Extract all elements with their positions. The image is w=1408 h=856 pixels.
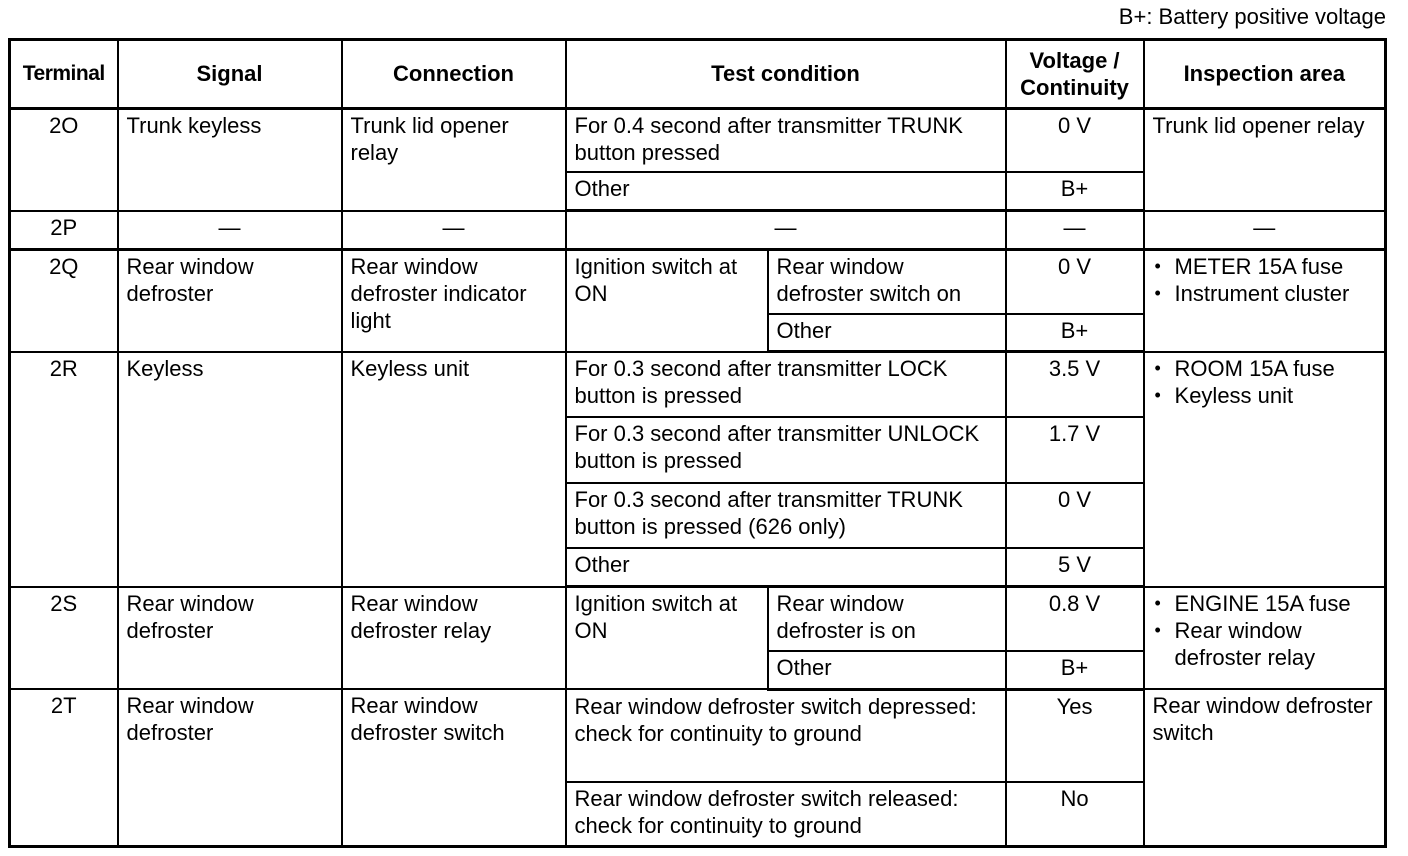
inspection-2Q: [1144, 249, 1386, 352]
connection-2R: Keyless unit: [342, 352, 566, 587]
inspection-2R: [1144, 352, 1386, 587]
header-voltage-line2: Continuity: [1020, 74, 1129, 100]
inspection-2T: Rear window defroster switch: [1144, 689, 1386, 846]
header-row: [10, 40, 1386, 109]
terminal-2O: 2O: [10, 108, 118, 211]
value-2O-1: 0 V: [1006, 108, 1144, 172]
connection-2S: Rear window defroster relay: [342, 587, 566, 690]
header-inspection-area: Inspection area: [1144, 40, 1386, 109]
inspection-2R-item: • Keyless unit: [1153, 382, 1377, 409]
condition-2S-main: Ignition switch at ON: [566, 587, 768, 690]
inspection-2R-item: • ROOM 15A fuse: [1153, 355, 1377, 382]
connection-2P: —: [342, 211, 566, 249]
condition-2Q-main: Ignition switch at ON: [566, 249, 768, 352]
condition-2S-2: Other: [768, 651, 1006, 689]
value-2T-2: No: [1006, 782, 1144, 847]
table-row: [10, 352, 1386, 417]
condition-2R-4: Other: [566, 548, 1006, 586]
inspection-2S-item: • Rear window defroster relay: [1153, 617, 1377, 671]
table-row: [10, 249, 1386, 313]
value-2S-2: B+: [1006, 651, 1144, 689]
header-voltage-line1: Voltage /: [1029, 47, 1120, 73]
terminal-2Q: 2Q: [10, 249, 118, 352]
terminal-2P: 2P: [10, 211, 118, 249]
signal-2O: Trunk keyless: [118, 108, 342, 211]
condition-2R-3: For 0.3 second after transmitter TRUNK button is pressed (626 only): [566, 483, 1006, 548]
value-2O-2: B+: [1006, 172, 1144, 210]
value-2R-3: 0 V: [1006, 483, 1144, 548]
condition-2Q-1: Rear window defroster switch on: [768, 249, 1006, 313]
inspection-2Q-item: • Instrument cluster: [1153, 280, 1377, 307]
header-terminal: Terminal: [10, 40, 118, 109]
value-2P: —: [1006, 211, 1144, 249]
header-test-condition: Test condition: [566, 40, 1006, 109]
table-row: [10, 211, 1386, 249]
inspection-2Q-item: • METER 15A fuse: [1153, 253, 1377, 280]
condition-2R-1: For 0.3 second after transmitter LOCK button is pressed: [566, 352, 1006, 417]
value-2R-2: 1.7 V: [1006, 417, 1144, 482]
condition-2R-2: For 0.3 second after transmitter UNLOCK button is pressed: [566, 417, 1006, 482]
value-2Q-2: B+: [1006, 314, 1144, 352]
value-2S-1: 0.8 V: [1006, 587, 1144, 651]
table-row: [10, 689, 1386, 782]
inspection-2O: Trunk lid opener relay: [1144, 108, 1386, 211]
inspection-2S-item: • ENGINE 15A fuse: [1153, 590, 1377, 617]
condition-2P: —: [566, 211, 1006, 249]
terminal-2R: 2R: [10, 352, 118, 587]
header-voltage-continuity: [1006, 40, 1144, 109]
signal-2S: Rear window defroster: [118, 587, 342, 690]
battery-voltage-note: B+: Battery positive voltage: [1118, 4, 1386, 29]
value-2Q-1: 0 V: [1006, 249, 1144, 313]
header-signal: Signal: [118, 40, 342, 109]
connection-2O: Trunk lid opener relay: [342, 108, 566, 211]
terminal-2S: 2S: [10, 587, 118, 690]
table-row: [10, 587, 1386, 651]
condition-2Q-2: Other: [768, 314, 1006, 352]
value-2R-1: 3.5 V: [1006, 352, 1144, 417]
value-2T-1: Yes: [1006, 689, 1144, 782]
condition-2O-1: For 0.4 second after transmitter TRUNK button pressed: [566, 108, 1006, 172]
inspection-2S: [1144, 587, 1386, 690]
condition-2T-2: Rear window defroster switch released: check for continuity to ground: [566, 782, 1006, 847]
terminal-inspection-table: [8, 38, 1387, 848]
connection-2Q: Rear window defroster indicator light: [342, 249, 566, 352]
condition-2O-2: Other: [566, 172, 1006, 210]
table-row: [10, 108, 1386, 172]
inspection-2P: —: [1144, 211, 1386, 249]
header-connection: Connection: [342, 40, 566, 109]
condition-2T-1: Rear window defroster switch depressed: check for continuity to ground: [566, 689, 1006, 782]
signal-2R: Keyless: [118, 352, 342, 587]
condition-2S-1: Rear window defroster is on: [768, 587, 1006, 651]
terminal-2T: 2T: [10, 689, 118, 846]
signal-2T: Rear window defroster: [118, 689, 342, 846]
signal-2Q: Rear window defroster: [118, 249, 342, 352]
value-2R-4: 5 V: [1006, 548, 1144, 586]
connection-2T: Rear window defroster switch: [342, 689, 566, 846]
signal-2P: —: [118, 211, 342, 249]
